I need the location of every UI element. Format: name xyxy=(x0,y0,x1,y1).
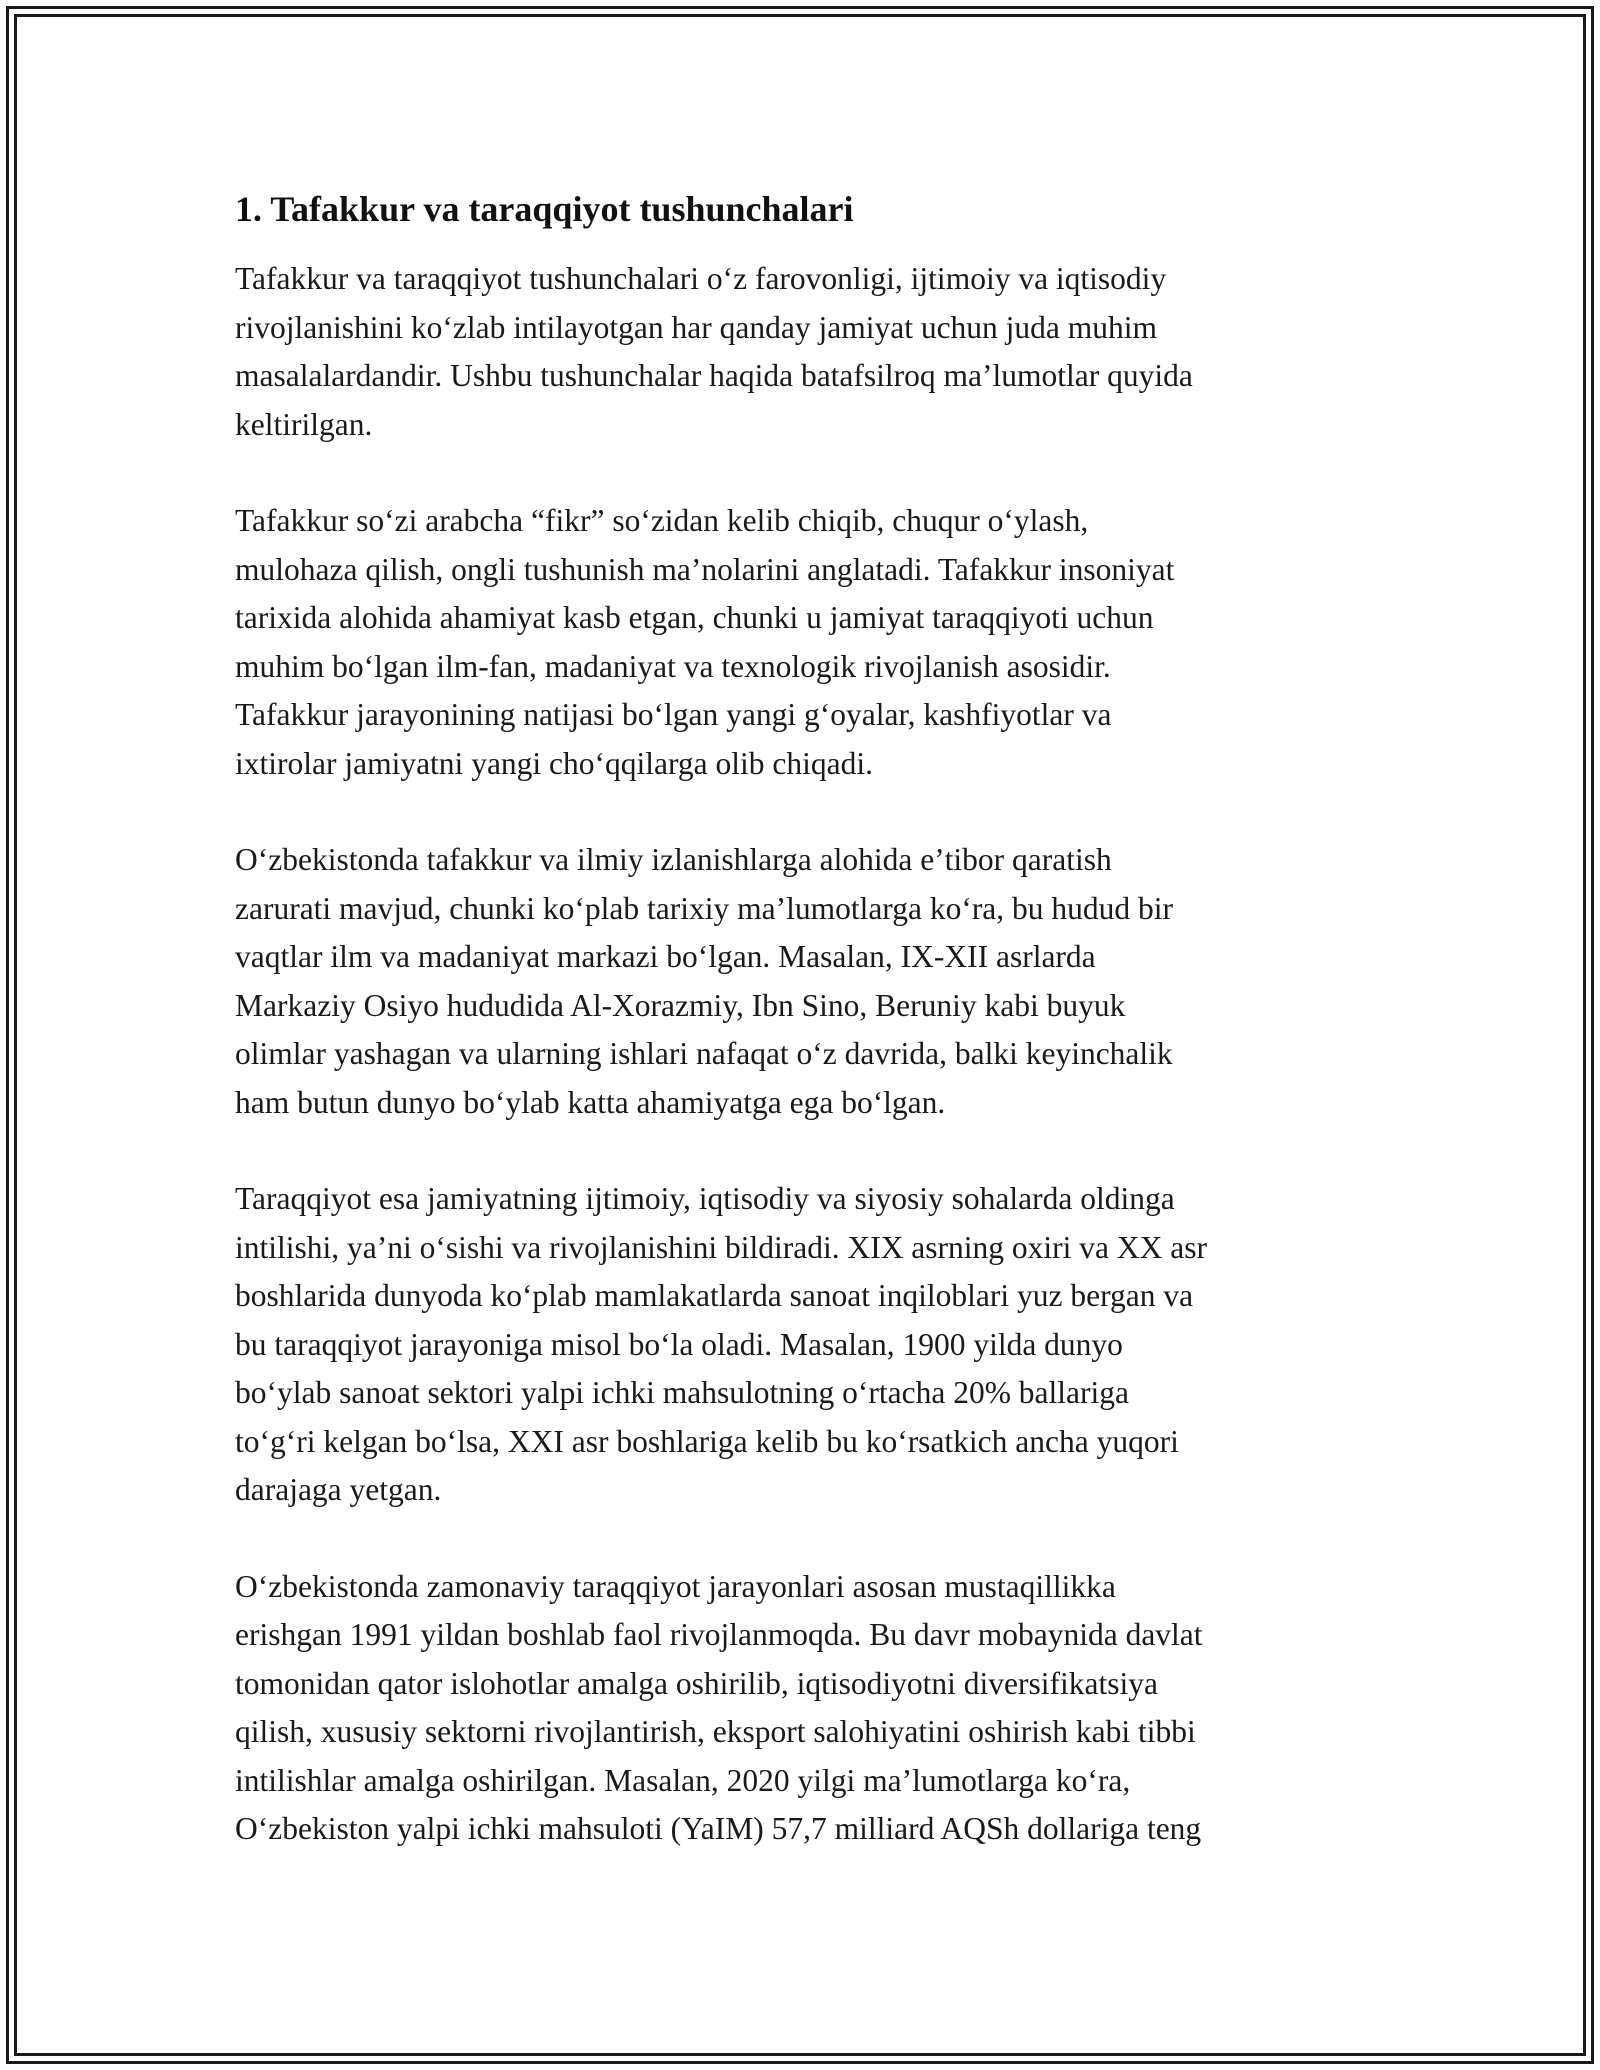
paragraph-modern-development xyxy=(235,1563,1375,1854)
text-line: Oʻzbekistonda zamonaviy taraqqiyot jarayonlari asosan mustaqillikka xyxy=(235,1568,1116,1604)
document-body xyxy=(235,185,1375,1902)
text-line: muhim boʻlgan ilm-fan, madaniyat va texnologik rivojlanish asosidir. xyxy=(235,648,1111,684)
text-line: intilishlar amalga oshirilgan. Masalan, 2020 yilgi maʼlumotlarga koʻra, xyxy=(235,1762,1131,1798)
paragraph-intro xyxy=(235,255,1375,449)
text-line: tomonidan qator islohotlar amalga oshirilib, iqtisodiyotni diversifikatsiya xyxy=(235,1665,1158,1701)
text-line: intilishi, yaʼni oʻsishi va rivojlanishini bildiradi. XIX asrning oxiri va XX asr xyxy=(235,1229,1207,1265)
text-line: keltirilgan. xyxy=(235,406,373,442)
text-line: boʻylab sanoat sektori yalpi ichki mahsulotning oʻrtacha 20% ballariga xyxy=(235,1375,1129,1410)
text-line: tarixida alohida ahamiyat kasb etgan, chunki u jamiyat taraqqiyoti uchun xyxy=(235,600,1154,635)
text-line: zarurati mavjud, chunki koʻplab tarixiy maʼlumotlarga koʻra, bu hudud bir xyxy=(235,890,1174,926)
text-line: bu taraqqiyot jarayoniga misol boʻla oladi. Masalan, 1900 yilda dunyo xyxy=(235,1326,1123,1362)
text-line: Oʻzbekistonda tafakkur va ilmiy izlanishlarga alohida eʼtibor qaratish xyxy=(235,842,1112,877)
text-line: boshlarida dunyoda koʻplab mamlakatlarda sanoat inqiloblari yuz bergan va xyxy=(235,1278,1194,1313)
text-line: vaqtlar ilm va madaniyat markazi boʻlgan. Masalan, IX-XII asrlarda xyxy=(235,939,1096,974)
text-line: masalalardandir. Ushbu tushunchalar haqida batafsilroq maʼlumotlar quyida xyxy=(235,358,1193,393)
text-line: olimlar yashagan va ularning ishlari nafaqat oʻz davrida, balki keyinchalik xyxy=(235,1036,1173,1071)
text-line: rivojlanishini koʻzlab intilayotgan har qanday jamiyat uchun juda muhim xyxy=(235,309,1158,345)
text-line: Tafakkur jarayonining natijasi boʻlgan yangi gʻoyalar, kashfiyotlar va xyxy=(235,697,1112,732)
paragraph-uzbekistan-science xyxy=(235,836,1375,1127)
text-line: ixtirolar jamiyatni yangi choʻqqilarga olib chiqadi. xyxy=(235,745,873,781)
text-line: qilish, xususiy sektorni rivojlantirish, eksport salohiyatini oshirish kabi tibbi xyxy=(235,1714,1196,1749)
text-line: darajaga yetgan. xyxy=(235,1472,442,1507)
text-line: ham butun dunyo boʻylab katta ahamiyatga ega boʻlgan. xyxy=(235,1084,946,1120)
text-line: Taraqqiyot esa jamiyatning ijtimoiy, iqtisodiy va siyosiy sohalarda oldinga xyxy=(235,1181,1175,1216)
text-line: Markaziy Osiyo hududida Al-Xorazmiy, Ibn Sino, Beruniy kabi buyuk xyxy=(235,987,1126,1023)
text-line: Tafakkur va taraqqiyot tushunchalari oʻz farovonligi, ijtimoiy va iqtisodiy xyxy=(235,261,1167,296)
text-line: mulohaza qilish, ongli tushunish maʼnolarini anglatadi. Tafakkur insoniyat xyxy=(235,551,1175,587)
text-line: Tafakkur soʻzi arabcha “fikr” soʻzidan kelib chiqib, chuqur oʻylash, xyxy=(235,503,1089,538)
paragraph-taraqqiyot xyxy=(235,1175,1375,1515)
text-line: erishgan 1991 yildan boshlab faol rivojlanmoqda. Bu davr mobaynida davlat xyxy=(235,1617,1203,1652)
text-line: toʻgʻri kelgan boʻlsa, XXI asr boshlariga kelib bu koʻrsatkich ancha yuqori xyxy=(235,1423,1179,1459)
text-line: Oʻzbekiston yalpi ichki mahsuloti (YaIM) 57,7 milliard AQSh dollariga teng xyxy=(235,1811,1202,1846)
section-title: 1. Tafakkur va taraqqiyot tushunchalari xyxy=(235,189,854,229)
paragraph-tafakkur xyxy=(235,497,1375,788)
